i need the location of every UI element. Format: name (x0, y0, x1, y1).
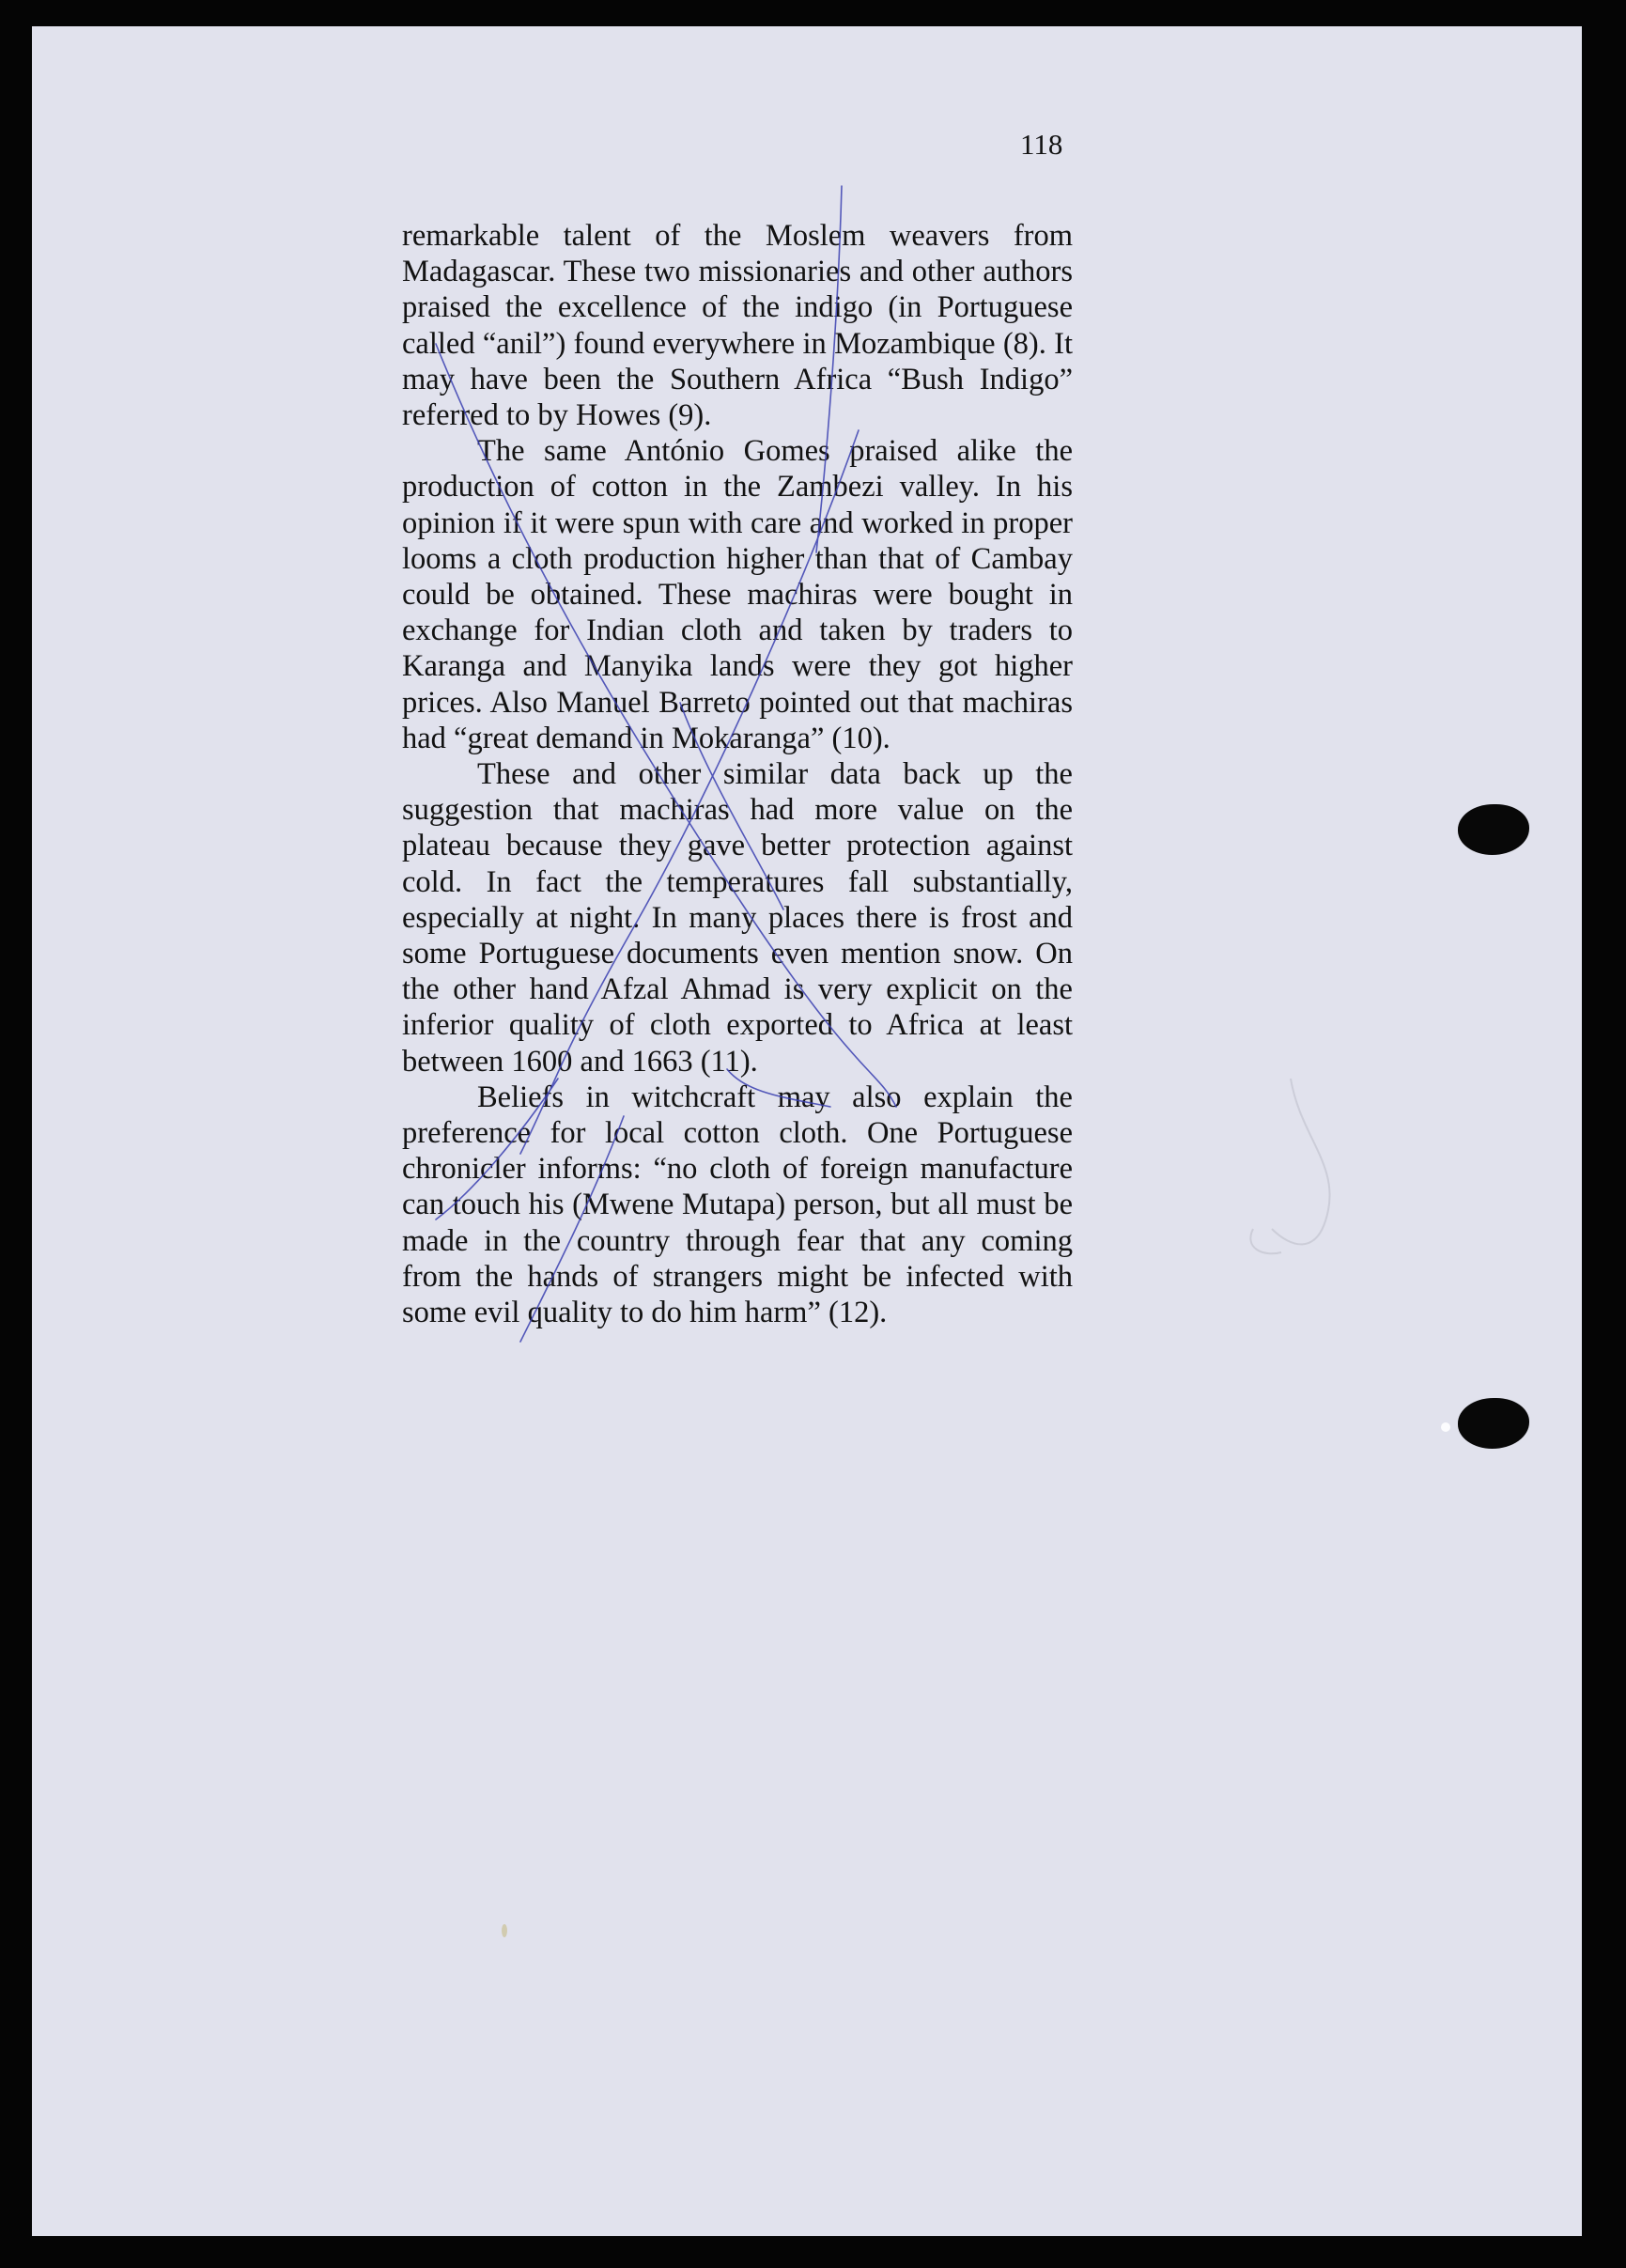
paragraph-2: The same António Gomes praised alike the production of cotton in the Zambezi valley. In his opinion if it were spun with care and worked in proper looms a cloth production higher than that of Cambay could be obtained. These machiras were bought in exchange for Indian cloth and taken by traders to Karanga and Manyika lands were they got higher prices. Also Manuel Barreto pointed out that machiras had “great demand in Mokaranga” (10). (402, 434, 1073, 755)
paper-speck (1441, 1422, 1450, 1432)
paper-speck (502, 1924, 507, 1937)
paragraph-1: remarkable talent of the Moslem weavers from Madagascar. These two missionaries and other authors praised the excellence of the indigo (in Portuguese called “anil”) found everywhere in Mozambique (8). It may have been the Southern Africa “Bush Indigo” referred to by Howes (9). (402, 219, 1073, 433)
paragraph-4: Beliefs in witchcraft may also explain the preference for local cotton cloth. One Portuguese chronicler informs: “no cloth of foreign manufacture can touch his (Mwene Mutapa) person, but all must be made in the country through fear that any coming from the hands of strangers might be infected with some evil quality to do him harm” (12). (402, 1080, 1073, 1330)
body-text (402, 218, 1073, 1330)
pencil-marks (1234, 1060, 1366, 1266)
page-number: 118 (1020, 128, 1063, 161)
paragraph-3: These and other similar data back up the suggestion that machiras had more value on the plateau because they gave better protection against cold. In fact the temperatures fall substantially, especially at night. In many places there is frost and some Portuguese documents even mention snow. On the other hand Afzal Ahmad is very explicit on the inferior quality of cloth exported to Africa at least between 1600 and 1663 (11). (402, 757, 1073, 1079)
paper-sheet (32, 26, 1582, 2236)
